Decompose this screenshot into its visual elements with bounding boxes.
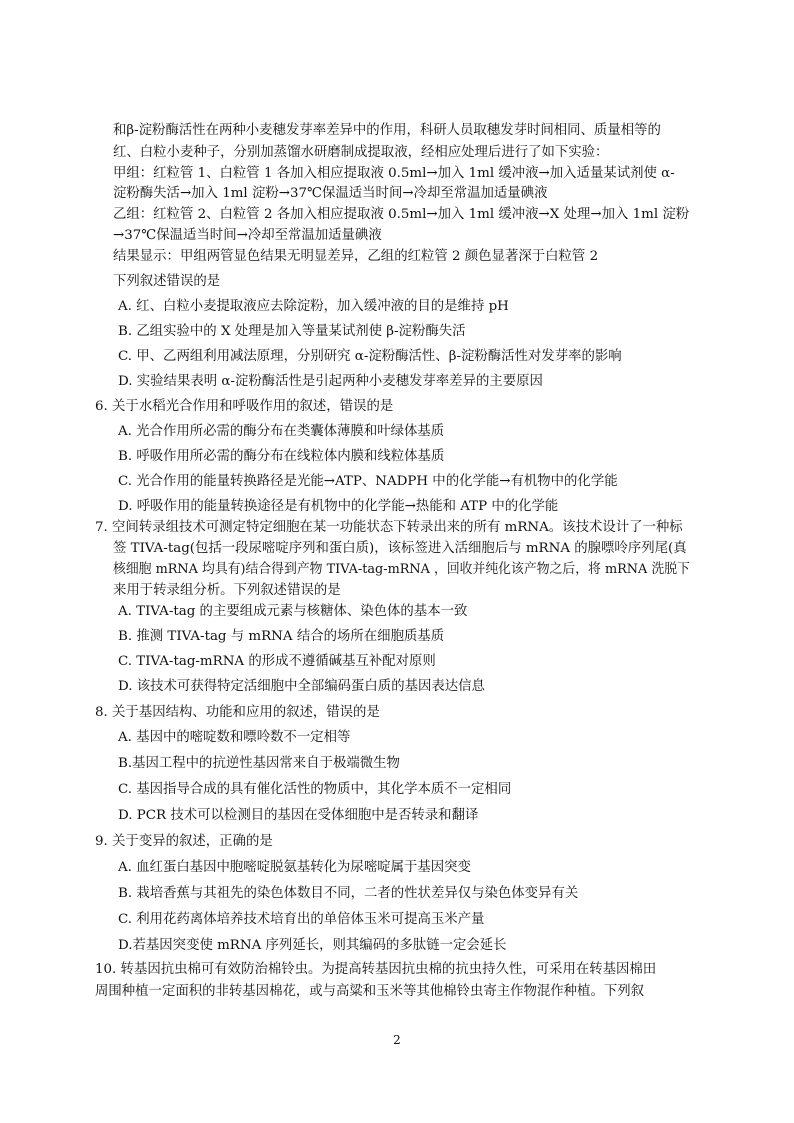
q6-option-b: B. 呼吸作用所必需的酶分布在线粒体内膜和线粒体基质 xyxy=(118,449,445,464)
q5-intro-line: 下列叙述错误的是 xyxy=(113,274,221,289)
q7-stem-line: 核细胞 mRNA 均具有)结合得到产物 TIVA-tag-mRNA ，回收并纯化该产物之后，将 mRNA 洗脱下 xyxy=(113,562,690,577)
q6-option-c: C. 光合作用的能量转换路径是光能→ATP、NADPH 中的化学能→有机物中的化学能 xyxy=(118,474,618,489)
q8-option-d: D. PCR 技术可以检测目的基因在受体细胞中是否转录和翻译 xyxy=(118,808,479,823)
q9-option-d: D.若基因突变使 mRNA 序列延长，则其编码的多肽链一定会延长 xyxy=(118,938,507,953)
q7-option-b: B. 推测 TIVA-tag 与 mRNA 结合的场所在细胞质基质 xyxy=(118,629,445,644)
q8-option-a: A. 基因中的嘧啶数和嘌呤数不一定相等 xyxy=(118,730,351,745)
q7-stem-line: 7. 空间转录组技术可测定特定细胞在某一功能状态下转录出来的所有 mRNA。该技术设计了一种标 xyxy=(95,520,683,535)
q9-option-c: C. 利用花药离体培养技术培育出的单倍体玉米可提高玉米产量 xyxy=(118,912,485,927)
q8-stem: 8. 关于基因结构、功能和应用的叙述，错误的是 xyxy=(95,705,380,720)
q5-option-a: A. 红、白粒小麦提取液应去除淀粉，加入缓冲液的目的是维持 pH xyxy=(118,299,509,314)
q5-intro-line: 结果显示：甲组两管显色结果无明显差异，乙组的红粒管 2 颜色显著深于白粒管 2 xyxy=(113,249,599,264)
q7-option-d: D. 该技术可获得特定活细胞中全部编码蛋白质的基因表达信息 xyxy=(118,679,485,694)
q8-option-c: C. 基因指导合成的具有催化活性的物质中，其化学本质不一定相同 xyxy=(118,782,512,797)
q6-option-d: D. 呼吸作用的能量转换途径是有机物中的化学能→热能和 ATP 中的化学能 xyxy=(118,499,559,514)
q5-intro-line: 和β-淀粉酶活性在两种小麦穗发芽率差异中的作用，科研人员取穗发芽时间相同、质量相等的 xyxy=(113,123,661,138)
q7-option-c: C. TIVA-tag-mRNA 的形成不遵循碱基互补配对原则 xyxy=(118,654,436,669)
q5-intro-line: 乙组：红粒管 2、白粒管 2 各加入相应提取液 0.5ml→加入 1ml 缓冲液→X 处理→加入 1ml 淀粉 xyxy=(113,207,690,222)
q5-intro-line: 红、白粒小麦种子，分别加蒸馏水研磨制成提取液，经相应处理后进行了如下实验： xyxy=(113,145,609,160)
q7-option-a: A. TIVA-tag 的主要组成元素与核糖体、染色体的基本一致 xyxy=(118,604,468,619)
q8-option-b: B.基因工程中的抗逆性基因常来自于极端微生物 xyxy=(118,756,400,771)
q9-option-b: B. 栽培香蕉与其祖先的染色体数目不同，二者的性状差异仅与染色体变异有关 xyxy=(118,886,579,901)
q10-stem-line: 周围种植一定面积的非转基因棉花，或与高粱和玉米等其他棉铃虫寄主作物混作种植。下列叙 xyxy=(95,984,645,999)
q7-stem-line: 签 TIVA-tag(包括一段尿嘧啶序列和蛋白质)，该标签进入活细胞后与 mRNA 的腺嘌呤序列尾(真 xyxy=(113,541,687,556)
page-number: 2 xyxy=(393,1033,401,1047)
q5-intro-line: 甲组：红粒管 1、白粒管 1 各加入相应提取液 0.5ml→加入 1ml 缓冲液→加入适量某试剂使 α- xyxy=(113,166,675,181)
q10-stem-line: 10. 转基因抗虫棉可有效防治棉铃虫。为提高转基因抗虫棉的抗虫持久性，可采用在转基因棉田 xyxy=(95,962,657,977)
q6-option-a: A. 光合作用所必需的酶分布在类囊体薄膜和叶绿体基质 xyxy=(118,424,445,439)
q5-option-b: B. 乙组实验中的 X 处理是加入等量某试剂使 β-淀粉酶失活 xyxy=(118,324,466,339)
q5-option-d: D. 实验结果表明 α-淀粉酶活性是引起两种小麦穗发芽率差异的主要原因 xyxy=(118,374,543,389)
q6-stem: 6. 关于水稻光合作用和呼吸作用的叙述，错误的是 xyxy=(95,399,394,414)
q5-intro-line: →37℃保温适当时间→冷却至常温加适量碘液 xyxy=(113,228,382,243)
q7-stem-line: 来用于转录组分析。下列叙述错误的是 xyxy=(113,583,341,598)
q5-intro-line: 淀粉酶失活→加入 1ml 淀粉→37℃保温适当时间→冷却至常温加适量碘液 xyxy=(113,186,548,201)
q9-option-a: A. 血红蛋白基因中胞嘧啶脱氨基转化为尿嘧啶属于基因突变 xyxy=(118,860,471,875)
q9-stem: 9. 关于变异的叙述，正确的是 xyxy=(95,834,273,849)
q5-option-c: C. 甲、乙两组利用减法原理，分别研究 α-淀粉酶活性、β-淀粉酶活性对发芽率的影响 xyxy=(118,349,622,364)
